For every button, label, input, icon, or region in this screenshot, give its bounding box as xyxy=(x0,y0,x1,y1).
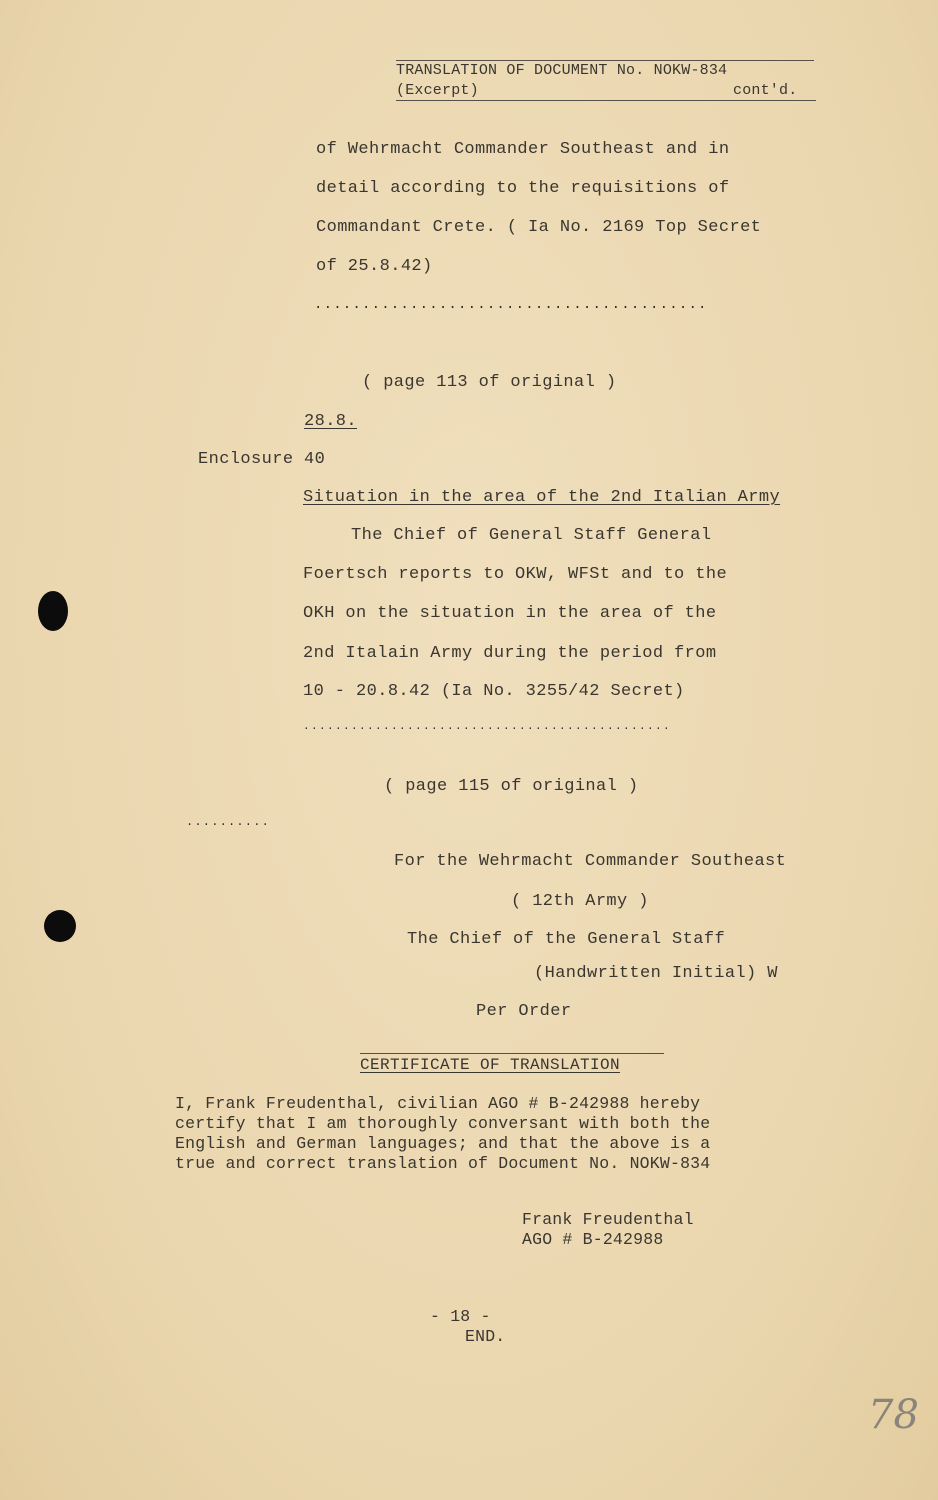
situation-line-3: OKH on the situation in the area of the xyxy=(303,604,717,623)
punch-hole-icon xyxy=(38,591,68,631)
header-title: TRANSLATION OF DOCUMENT No. NOKW-834 xyxy=(396,62,728,79)
header-bottom-rule xyxy=(396,100,816,101)
header-top-rule xyxy=(396,60,814,61)
enclosure-label: Enclosure 40 xyxy=(198,450,326,469)
punch-hole-icon xyxy=(44,910,76,942)
ellipsis-row-1: ......................................... xyxy=(314,297,708,313)
certificate-title: CERTIFICATE OF TRANSLATION xyxy=(360,1056,621,1074)
certificate-signer-ago: AGO # B-242988 xyxy=(522,1230,664,1249)
signature-line-2: ( 12th Army ) xyxy=(511,892,649,911)
certificate-line-2: certify that I am thoroughly conversant with both the xyxy=(175,1114,711,1133)
entry-date: 28.8. xyxy=(304,412,358,431)
certificate-line-1: I, Frank Freudenthal, civilian AGO # B-242988 hereby xyxy=(175,1094,701,1113)
header-excerpt: (Excerpt) xyxy=(396,82,479,99)
handwritten-page-mark: 78 xyxy=(868,1392,919,1438)
page-reference-115: ( page 115 of original ) xyxy=(384,777,639,796)
page-number: - 18 - xyxy=(430,1307,491,1326)
ellipsis-row-3: .......... xyxy=(186,815,271,829)
certificate-signer-name: Frank Freudenthal xyxy=(522,1210,694,1229)
situation-line-1: The Chief of General Staff General xyxy=(351,526,712,545)
intro-line-3: Commandant Crete. ( Ia No. 2169 Top Secret xyxy=(316,218,762,237)
situation-line-5: 10 - 20.8.42 (Ia No. 3255/42 Secret) xyxy=(303,682,685,701)
header-contd: cont'd. xyxy=(733,82,798,99)
certificate-top-rule xyxy=(360,1053,664,1054)
situation-line-4: 2nd Italain Army during the period from xyxy=(303,644,717,663)
ellipsis-row-2: .............................................. xyxy=(303,721,672,733)
signature-line-4: (Handwritten Initial) W xyxy=(534,964,778,983)
signature-line-5: Per Order xyxy=(476,1002,572,1021)
intro-line-2: detail according to the requisitions of xyxy=(316,179,730,198)
certificate-line-3: English and German languages; and that the above is a xyxy=(175,1134,711,1153)
intro-line-4: of 25.8.42) xyxy=(316,257,433,276)
signature-line-3: The Chief of the General Staff xyxy=(407,930,726,949)
signature-line-1: For the Wehrmacht Commander Southeast xyxy=(394,852,787,871)
end-marker: END. xyxy=(465,1327,506,1346)
situation-line-2: Foertsch reports to OKW, WFSt and to the xyxy=(303,565,728,584)
situation-title: Situation in the area of the 2nd Italian Army xyxy=(303,488,781,507)
intro-line-1: of Wehrmacht Commander Southeast and in xyxy=(316,140,730,159)
certificate-line-4: true and correct translation of Document No. NOKW-834 xyxy=(175,1154,711,1173)
page-reference-113: ( page 113 of original ) xyxy=(362,373,617,392)
